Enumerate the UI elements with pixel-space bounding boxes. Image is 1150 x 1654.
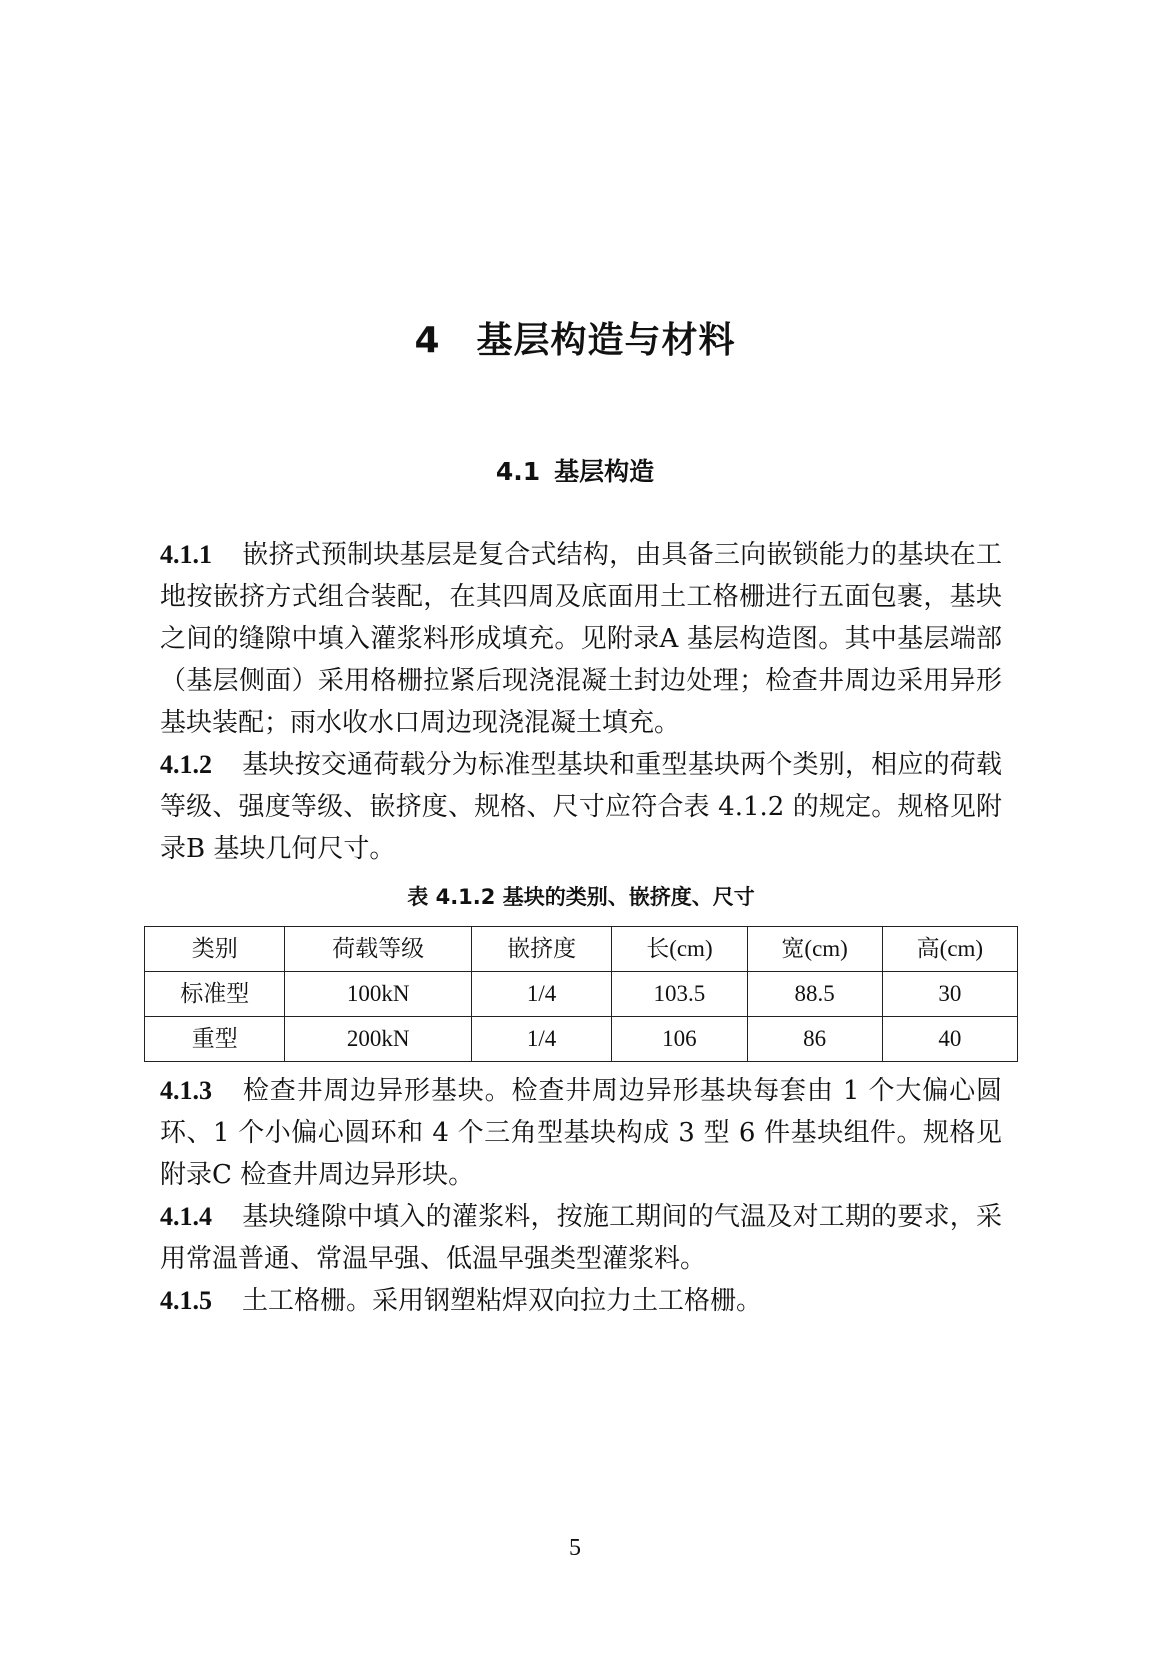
table-cell: 40 xyxy=(882,1017,1017,1062)
clause-number: 4.1.2 xyxy=(160,750,212,779)
table-cell: 200kN xyxy=(285,1017,472,1062)
clause-number: 4.1.1 xyxy=(160,540,212,569)
clause-text: 检查井周边异形基块。检查井周边异形基块每套由 1 个大偏心圆环、1 个小偏心圆环和 4 个三角型基块构成 3 型 6 件基块组件。规格见附录C 检查井周边异形块。 xyxy=(160,1076,1002,1190)
table-cell: 100kN xyxy=(285,972,472,1017)
clause-4-1-2 xyxy=(160,744,1002,870)
table-row xyxy=(145,1017,1018,1062)
table-cell: 88.5 xyxy=(747,972,882,1017)
table-cell: 106 xyxy=(612,1017,747,1062)
table-cell: 30 xyxy=(882,972,1017,1017)
section-title xyxy=(0,452,1150,488)
header-cell: 宽(cm) xyxy=(747,927,882,972)
clause-number: 4.1.5 xyxy=(160,1286,212,1315)
clause-text: 基块缝隙中填入的灌浆料，按施工期间的气温及对工期的要求，采用常温普通、常温早强、低温早强类型灌浆料。 xyxy=(160,1202,1002,1274)
table-cell: 1/4 xyxy=(471,1017,611,1062)
header-cell: 长(cm) xyxy=(612,927,747,972)
clause-text: 基块按交通荷载分为标准型基块和重型基块两个类别，相应的荷载等级、强度等级、嵌挤度、规格、尺寸应符合表 4.1.2 的规定。规格见附录B 基块几何尺寸。 xyxy=(160,750,1002,864)
clause-4-1-3 xyxy=(160,1070,1002,1196)
table-cell: 1/4 xyxy=(471,972,611,1017)
page-number: 5 xyxy=(569,1535,581,1561)
header-cell: 嵌挤度 xyxy=(471,927,611,972)
table-cell: 标准型 xyxy=(145,972,285,1017)
chapter-number: 4 xyxy=(414,320,441,361)
clause-4-1-1 xyxy=(160,534,1002,744)
clause-number: 4.1.3 xyxy=(160,1076,212,1105)
table-cell: 重型 xyxy=(145,1017,285,1062)
clause-number: 4.1.4 xyxy=(160,1202,212,1231)
block-spec-table xyxy=(144,926,1018,1062)
clause-text: 土工格栅。采用钢塑粘焊双向拉力土工格栅。 xyxy=(242,1286,763,1316)
table-cell: 86 xyxy=(747,1017,882,1062)
header-cell: 荷载等级 xyxy=(285,927,472,972)
section-body xyxy=(160,534,1002,1322)
table-row xyxy=(145,972,1018,1017)
header-cell: 类别 xyxy=(145,927,285,972)
section-number: 4.1 xyxy=(495,457,541,486)
section-title-text: 基层构造 xyxy=(554,457,655,486)
table-cell: 103.5 xyxy=(612,972,747,1017)
table-caption: 表 4.1.2 基块的类别、嵌挤度、尺寸 xyxy=(407,885,755,909)
clause-text: 嵌挤式预制块基层是复合式结构，由具备三向嵌锁能力的基块在工地按嵌挤方式组合装配，在其四周及底面用土工格栅进行五面包裹，基块之间的缝隙中填入灌浆料形成填充。见附录A 基层构造图。其中基层端部（基层侧面）采用格栅拉紧后现浇混凝土封边处理；检查井周边采用异形基块装配；雨水收水口周边现浇混凝土填充。 xyxy=(160,540,1002,738)
header-cell: 高(cm) xyxy=(882,927,1017,972)
table-header-row xyxy=(145,927,1018,972)
chapter-title xyxy=(0,312,1150,363)
chapter-title-text: 基层构造与材料 xyxy=(476,320,736,361)
clause-4-1-5 xyxy=(160,1280,1002,1322)
clause-4-1-4 xyxy=(160,1196,1002,1280)
